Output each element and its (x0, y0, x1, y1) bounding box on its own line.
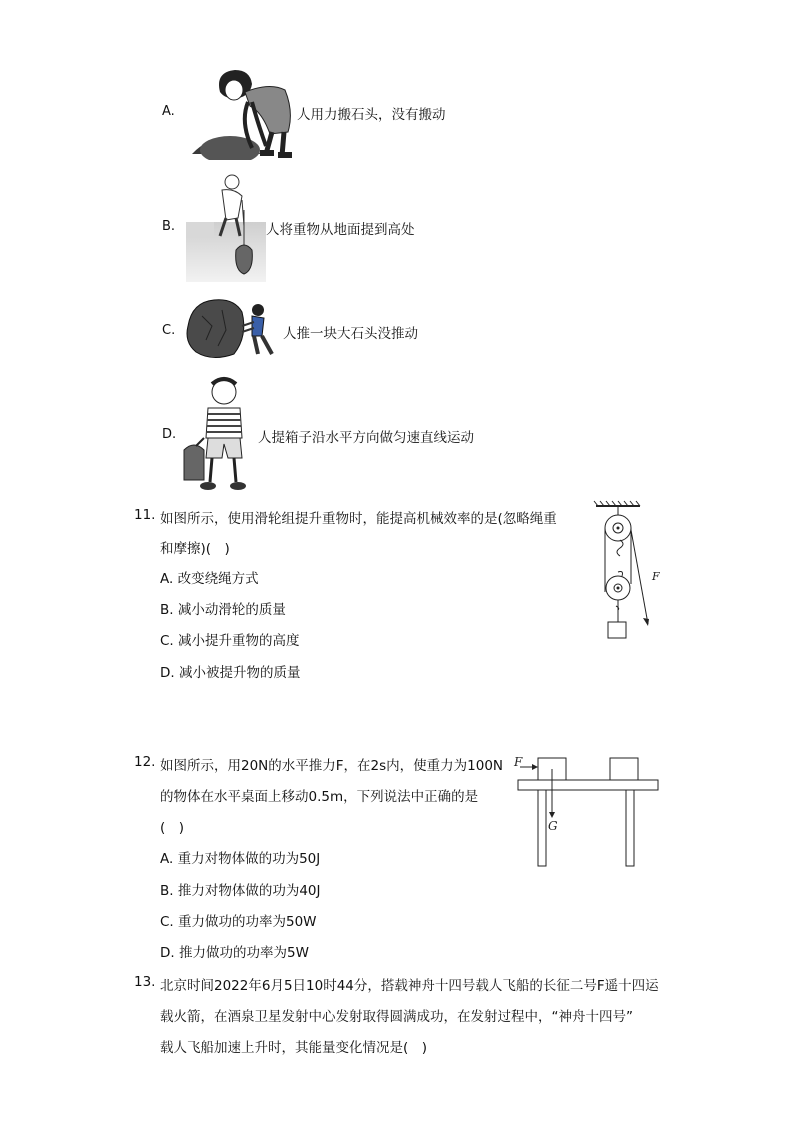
choice-b: B. 减小动滑轮的质量 (160, 602, 286, 618)
choice-c: C. 重力做功的功率为50W (160, 914, 317, 930)
choice-d: D. 推力做功的功率为5W (160, 945, 309, 961)
force-f-label: F (652, 570, 660, 583)
option-text: 人推一块大石头没推动 (283, 326, 418, 342)
question-stem-line: 和摩擦)( ) (160, 541, 230, 557)
question-stem-line: 北京时间2022年6月5日10时44分，搭载神舟十四号载人飞船的长征二号F遥十四运 (160, 978, 659, 994)
gravity-g-label: G (548, 819, 558, 833)
question-stem-line: 如图所示，用20N的水平推力F，在2s内，使重力为100N (160, 758, 504, 774)
option-letter: C. (162, 323, 176, 338)
pulley-system-figure (588, 500, 670, 644)
question-stem-line: 载人飞船加速上升时，其能量变化情况是( ) (160, 1040, 428, 1056)
person-pushing-boulder-illustration (182, 296, 286, 364)
question-stem-line: 如图所示，使用滑轮组提升重物时，能提高机械效率的是(忽略绳重 (160, 511, 557, 527)
option-letter: B. (162, 219, 176, 234)
question-stem-line: ( ) (160, 820, 185, 836)
question-stem-line: 的物体在水平桌面上移动0.5m，下列说法中正确的是 (160, 789, 479, 805)
question-number: 12. (134, 754, 156, 770)
choice-a: A. 改变绕绳方式 (160, 571, 259, 587)
boy-carrying-bag-illustration (180, 374, 260, 492)
option-text: 人用力搬石头，没有搬动 (297, 107, 446, 123)
table-push-figure (510, 752, 662, 870)
person-pulling-weight-illustration (186, 170, 266, 282)
question-number: 13. (134, 974, 156, 990)
choice-a: A. 重力对物体做的功为50J (160, 851, 321, 867)
question-number: 11. (134, 507, 156, 523)
force-f-label: F (514, 755, 523, 769)
choice-d: D. 减小被提升物的质量 (160, 665, 301, 681)
option-text: 人提箱子沿水平方向做匀速直线运动 (258, 430, 474, 446)
option-letter: D. (162, 427, 177, 442)
option-text: 人将重物从地面提到高处 (266, 222, 415, 238)
choice-c: C. 减小提升重物的高度 (160, 633, 300, 649)
person-lifting-rock-illustration (190, 62, 300, 160)
option-letter: A. (162, 104, 175, 119)
question-stem-line: 载火箭，在酒泉卫星发射中心发射取得圆满成功，在发射过程中，“神舟十四号” (160, 1009, 633, 1025)
choice-b: B. 推力对物体做的功为40J (160, 883, 321, 899)
